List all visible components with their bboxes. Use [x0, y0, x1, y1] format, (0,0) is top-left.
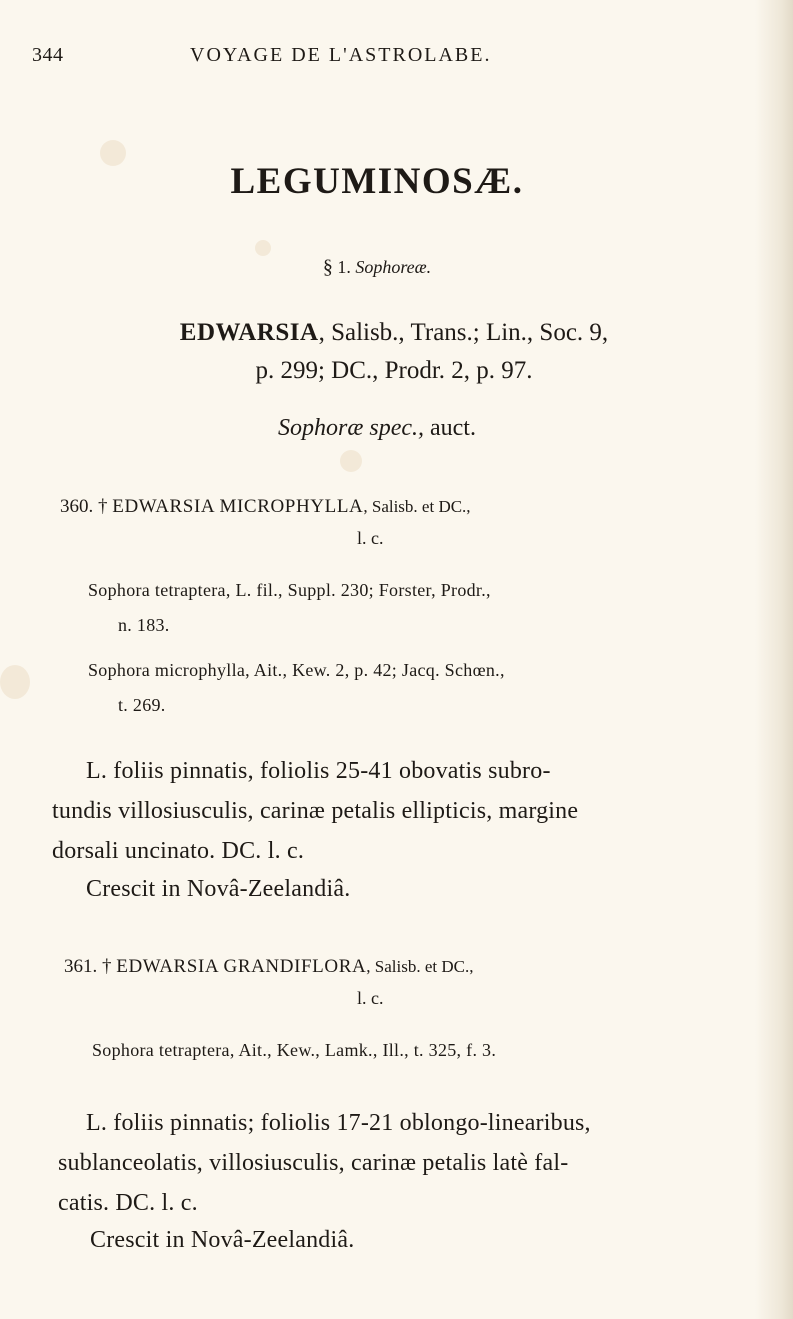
section-symbol: § [322, 256, 333, 278]
species-name: EDWARSIA GRANDIFLORA [116, 956, 367, 977]
family-title: LEGUMINOSÆ. [230, 161, 524, 202]
description-line: dorsali uncinato. DC. l. c. [52, 838, 305, 864]
dagger-mark: † [102, 956, 112, 977]
dagger-mark: † [98, 496, 108, 517]
synonym-line: n. 183. [118, 615, 170, 635]
foxing-spot [340, 450, 362, 472]
species-authority: , Salisb. et DC., [363, 497, 471, 516]
synonym-line: Sophora tetraptera, L. fil., Suppl. 230; Forster, Prodr., [88, 580, 491, 600]
page-number: 344 [32, 44, 64, 66]
running-title: VOYAGE DE L'ASTROLABE. [190, 44, 492, 66]
description-line: L. foliis pinnatis, foliolis 25-41 obovatis subro- [86, 758, 551, 784]
species-heading [60, 491, 471, 523]
tribe-name: Sophoreæ. [355, 257, 432, 277]
species-number: 360. [60, 496, 94, 517]
foxing-spot [255, 240, 271, 256]
description-line: sublanceolatis, villosiusculis, carinæ petalis latè fal- [58, 1150, 569, 1176]
habitat: Crescit in Novâ-Zeelandiâ. [90, 1227, 355, 1253]
species-authority: , Salisb. et DC., [366, 957, 474, 976]
foxing-spot [0, 665, 30, 699]
habitat: Crescit in Novâ-Zeelandiâ. [86, 876, 351, 902]
description-line: L. foliis pinnatis; foliolis 17-21 oblongo-linearibus, [86, 1110, 591, 1136]
description-line: catis. DC. l. c. [58, 1190, 198, 1216]
species-name: EDWARSIA MICROPHYLLA [112, 496, 364, 517]
genus-synonym [0, 415, 754, 442]
description-line: tundis villosiusculis, carinæ petalis ellipticis, margine [52, 798, 579, 824]
synonym-line: Sophora tetraptera, Ait., Kew., Lamk., Ill., t. 325, f. 3. [92, 1040, 497, 1060]
species-reference: l. c. [357, 528, 384, 548]
tribe-heading [0, 256, 754, 279]
species-heading [64, 951, 474, 983]
species-reference: l. c. [357, 988, 384, 1008]
synonym-line: Sophora microphylla, Ait., Kew. 2, p. 42; Jacq. Schœn., [88, 660, 505, 680]
genus-name: EDWARSIA [179, 319, 319, 346]
genus-line-2: p. 299; DC., Prodr. 2, p. 97. [255, 357, 533, 384]
genus-synonym-auct: auct. [430, 415, 476, 441]
genus-citation: , Salisb., Trans.; Lin., Soc. 9, [318, 319, 609, 346]
page-edge-shadow [755, 0, 793, 1319]
tribe-number: 1. [337, 257, 351, 277]
genus-synonym-name: Sophoræ spec., [278, 415, 424, 441]
species-number: 361. [64, 956, 98, 977]
genus-line-1 [64, 314, 724, 352]
synonym-line: t. 269. [118, 695, 166, 715]
